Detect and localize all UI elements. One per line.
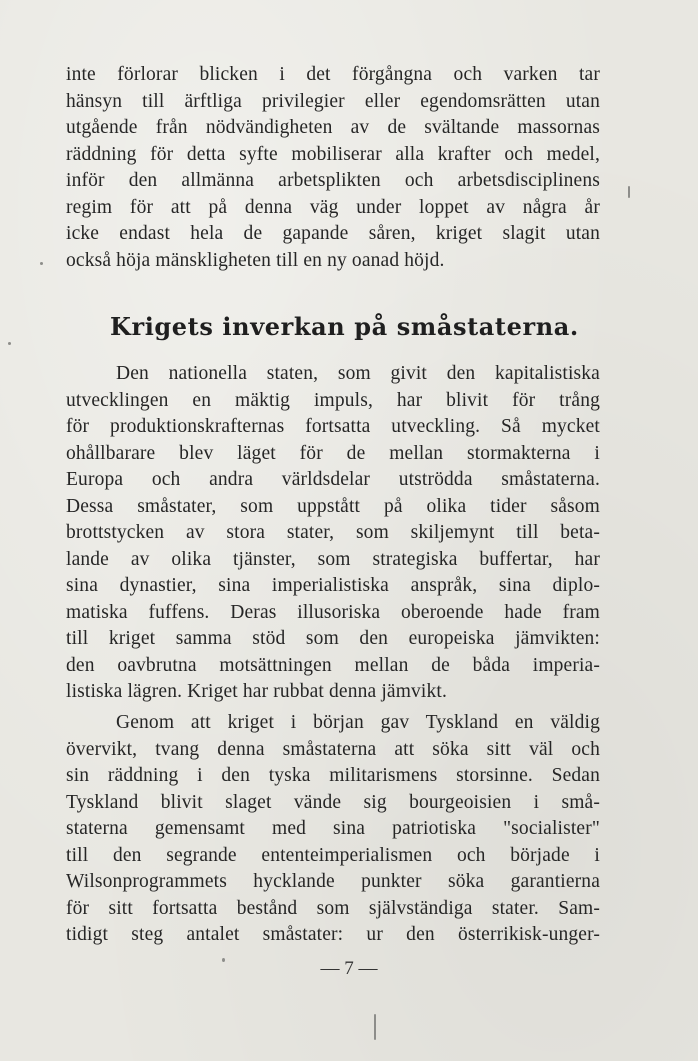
text-line: hänsyn till ärftliga privilegier eller egendomsrätten utan [66, 90, 600, 112]
text-line: sina dynastier, sina imperialistiska anspråk, sina diplo- [66, 575, 600, 596]
text-line: Dessa småstater, som uppstått på olika tider såsom [66, 495, 600, 517]
text-line: Genom att kriget i början gav Tyskland en väldig [116, 712, 600, 733]
text-line: för sitt fortsatta bestånd som självständiga stater. Sam- [66, 897, 600, 919]
text-line: inför den allmänna arbetsplikten och arbetsdisciplinens [66, 170, 600, 191]
text-line: för produktionskrafternas fortsatta utveckling. Så mycket [66, 416, 600, 437]
text-line: brottstycken av stora stater, som skiljemynt till beta- [66, 522, 600, 543]
text-line: icke endast hela de gapande såren, kriget slagit utan [66, 223, 600, 244]
paper-speck [374, 1014, 376, 1040]
paragraph-2 [66, 710, 600, 949]
text-line: Europa och andra världsdelar utströdda småstaterna. [66, 469, 600, 490]
top-paragraph [66, 62, 600, 274]
text-line: staterna gemensamt med sina patriotiska "socialister" [66, 818, 600, 839]
text-line: också höja mänskligheten till en ny oanad höjd. [66, 249, 445, 271]
text-line: ohållbarare blev läget för de mellan stormakterna i [66, 442, 600, 464]
paragraph-1 [66, 361, 600, 706]
text-line: utvecklingen en mäktig impuls, har blivit för trång [66, 389, 600, 411]
text-line: matiska fuffens. Deras illusoriska oberoende hade fram [66, 601, 600, 623]
text-line: den oavbrutna motsättningen mellan de båda imperia- [66, 654, 600, 676]
text-line: utgående från nödvändigheten av de svältande massornas [66, 117, 600, 138]
section-heading: Krigets inverkan på småstaterna. [110, 312, 579, 341]
text-line: till den segrande ententeimperialismen och började i [66, 844, 600, 866]
text-line: övervikt, tvang denna småstaterna att söka sitt väl och [66, 738, 600, 760]
paper-speck [628, 186, 630, 198]
page-number: — 7 — [320, 958, 378, 979]
text-line: lande av olika tjänster, som strategiska buffertar, har [66, 548, 600, 570]
text-line: räddning för detta syfte mobiliserar alla krafter och medel, [66, 143, 600, 165]
paper-speck [8, 342, 11, 345]
text-line: tidigt steg antalet småstater: ur den österrikisk-unger- [66, 924, 600, 945]
text-line: Tyskland blivit slaget vände sig bourgeoisien i små- [66, 791, 600, 813]
paper-speck [222, 958, 225, 962]
text-line: regim för att på denna väg under loppet av några år [66, 196, 600, 218]
text-line: inte förlorar blicken i det förgångna och varken tar [66, 64, 600, 85]
text-line: listiska lägren. Kriget har rubbat denna jämvikt. [66, 681, 447, 702]
text-line: Wilsonprogrammets hycklande punkter söka garantierna [66, 871, 600, 892]
text-line: sin räddning i den tyska militarismens storsinne. Sedan [66, 765, 600, 786]
text-line: till kriget samma stöd som den europeiska jämvikten: [66, 628, 600, 649]
paper-speck [40, 262, 43, 265]
text-line: Den nationella staten, som givit den kapitalistiska [116, 363, 600, 384]
